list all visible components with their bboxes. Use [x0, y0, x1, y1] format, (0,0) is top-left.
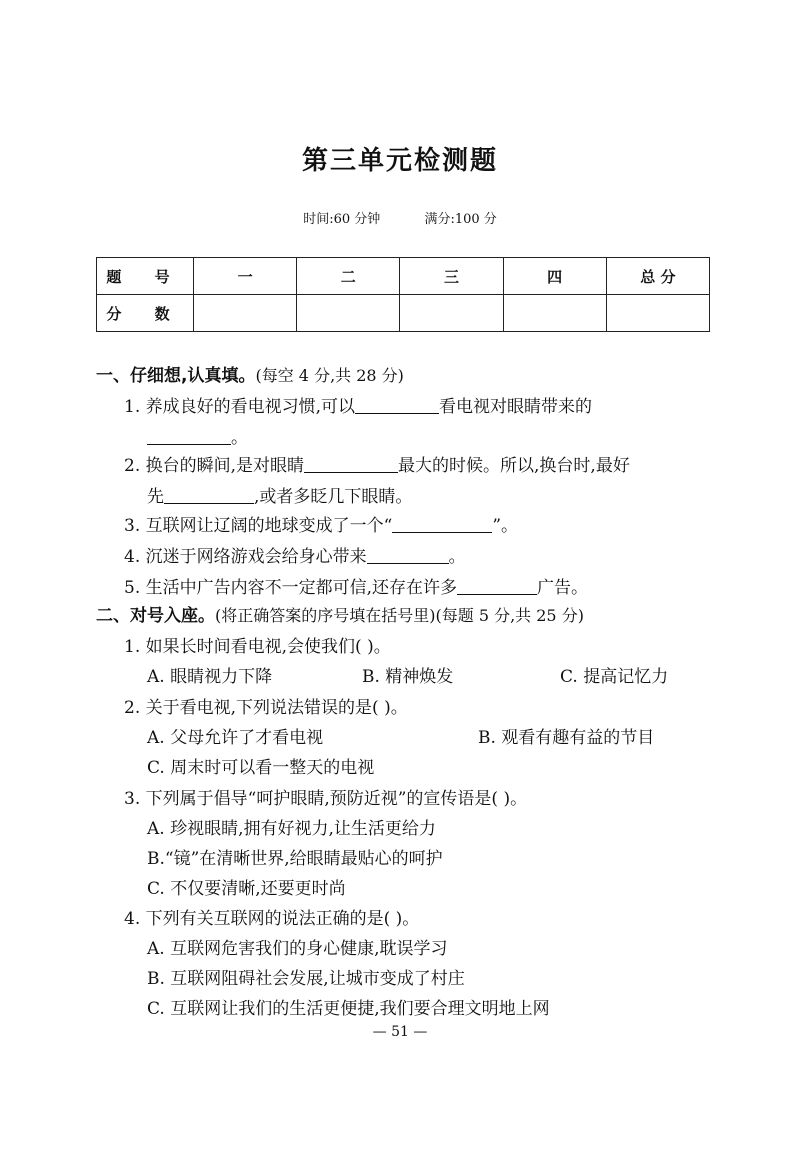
s1-question-4 — [124, 545, 466, 569]
s1-question-1 — [124, 395, 592, 419]
answer-blank[interactable] — [367, 545, 449, 564]
section2-title: 二、对号入座。 — [96, 606, 215, 626]
answer-blank[interactable] — [355, 395, 439, 414]
s1-q2-text: 2. 换台的瞬间,是对眼睛 — [124, 456, 305, 476]
score-table — [96, 257, 710, 332]
s1-q3-text: ”。 — [492, 516, 519, 536]
score-header-cell: 一 — [194, 258, 297, 295]
section1-title: 一、仔细想,认真填。 — [96, 366, 256, 386]
s1-q1-text: 1. 养成良好的看电视习惯,可以 — [124, 397, 356, 417]
s2-q2-option-c[interactable]: C. 周末时可以看一整天的电视 — [147, 758, 375, 778]
exam-full-score: 满分:100 分 — [424, 212, 497, 227]
score-header-cell: 三 — [400, 258, 503, 295]
score-table-header-row — [97, 258, 710, 295]
page-number: — 51 — — [372, 1024, 428, 1040]
score-row-label: 分 数 — [97, 295, 194, 332]
s2-q2-option-b[interactable]: B. 观看有趣有益的节目 — [478, 728, 655, 748]
section1-note: (每空 4 分,共 28 分) — [255, 366, 404, 385]
s1-question-3 — [124, 514, 518, 538]
s2-question-3: 3. 下列属于倡导“呵护眼睛,预防近视”的宣传语是( )。 — [124, 789, 528, 809]
s2-question-2: 2. 关于看电视,下列说法错误的是( )。 — [124, 698, 408, 718]
s2-q2-option-a[interactable]: A. 父母允许了才看电视 — [147, 728, 324, 748]
answer-blank[interactable] — [147, 426, 231, 445]
s2-q3-option-a[interactable]: A. 珍视眼睛,拥有好视力,让生活更给力 — [147, 819, 436, 839]
score-cell[interactable] — [297, 295, 400, 332]
score-cell[interactable] — [194, 295, 297, 332]
section2-note: (将正确答案的序号填在括号里)(每题 5 分,共 25 分) — [215, 606, 584, 625]
s1-q2-text: 先 — [147, 487, 164, 507]
exam-meta — [0, 208, 800, 227]
s1-question-2 — [124, 454, 630, 478]
s1-q1-text: 。 — [231, 428, 248, 448]
score-header-cell: 题 号 — [97, 258, 194, 295]
s1-question-2-cont — [147, 485, 412, 509]
s2-question-1: 1. 如果长时间看电视,会使我们( )。 — [124, 637, 391, 657]
answer-blank[interactable] — [457, 576, 537, 595]
exam-time: 时间:60 分钟 — [303, 212, 381, 227]
s2-q4-option-a[interactable]: A. 互联网危害我们的身心健康,耽误学习 — [147, 939, 448, 959]
s1-q2-text: 最大的时候。所以,换台时,最好 — [398, 456, 630, 476]
page-title: 第三单元检测题 — [301, 146, 498, 176]
score-header-cell: 总 分 — [606, 258, 709, 295]
answer-blank[interactable] — [304, 454, 398, 473]
section1-heading — [96, 364, 404, 388]
score-table-score-row — [97, 295, 710, 332]
s2-q1-option-b[interactable]: B. 精神焕发 — [362, 667, 454, 687]
s1-q5-text: 广告。 — [537, 578, 589, 598]
s1-q1-text: 看电视对眼睛带来的 — [439, 397, 593, 417]
answer-blank[interactable] — [392, 514, 492, 533]
answer-blank[interactable] — [164, 485, 254, 504]
s2-q1-option-c[interactable]: C. 提高记忆力 — [560, 667, 669, 687]
score-cell[interactable] — [400, 295, 503, 332]
s1-q4-text: 4. 沉迷于网络游戏会给身心带来 — [124, 547, 367, 567]
s1-q5-text: 5. 生活中广告内容不一定都可信,还存在许多 — [124, 578, 458, 598]
s2-q4-option-b[interactable]: B. 互联网阻碍社会发展,让城市变成了村庄 — [147, 969, 465, 989]
s2-q1-option-a[interactable]: A. 眼睛视力下降 — [147, 667, 273, 687]
s1-q3-text: 3. 互联网让辽阔的地球变成了一个“ — [124, 516, 393, 536]
section2-heading — [96, 604, 584, 628]
s1-question-5 — [124, 576, 588, 600]
s1-q4-text: 。 — [448, 547, 466, 567]
s2-question-4: 4. 下列有关互联网的说法正确的是( )。 — [124, 909, 420, 929]
score-cell[interactable] — [503, 295, 606, 332]
score-cell[interactable] — [606, 295, 709, 332]
s2-q3-option-b[interactable]: B.“镜”在清晰世界,给眼睛最贴心的呵护 — [147, 849, 443, 869]
s2-q3-option-c[interactable]: C. 不仅要清晰,还要更时尚 — [147, 879, 346, 899]
s1-question-1-cont — [147, 426, 248, 450]
score-header-cell: 四 — [503, 258, 606, 295]
score-header-cell: 二 — [297, 258, 400, 295]
s1-q2-text: ,或者多眨几下眼睛。 — [254, 487, 413, 507]
s2-q4-option-c[interactable]: C. 互联网让我们的生活更便捷,我们要合理文明地上网 — [147, 999, 550, 1019]
